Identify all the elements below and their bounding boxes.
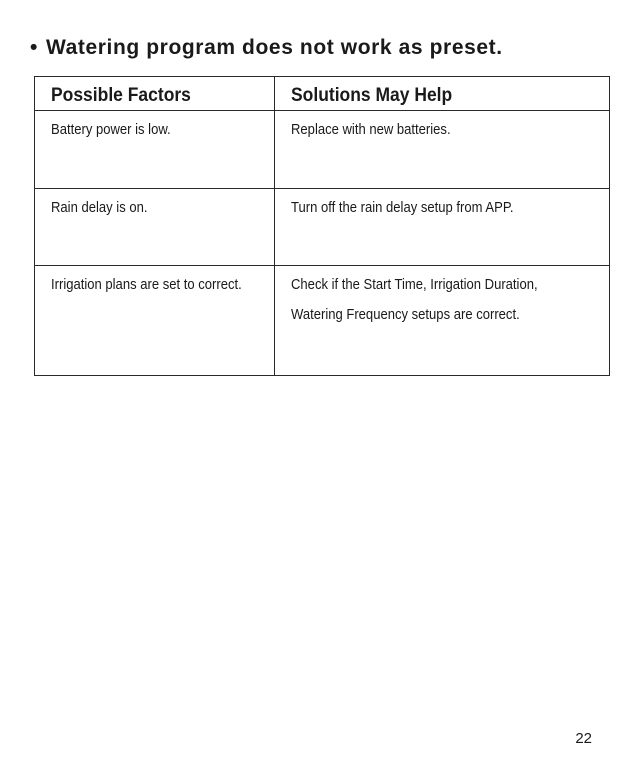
header-solutions: Solutions May Help [275, 77, 610, 111]
table-row [35, 111, 610, 189]
solution-text-line-1: Check if the Start Time, Irrigation Duration, [291, 277, 538, 293]
factor-cell [35, 111, 275, 189]
header-possible-factors: Possible Factors [35, 77, 275, 111]
solution-text-line-2: Watering Frequency setups are correct. [291, 307, 520, 323]
bullet-icon: • [30, 36, 38, 59]
solution-cell [275, 111, 610, 189]
solution-cell [275, 266, 610, 376]
factor-cell [35, 266, 275, 376]
troubleshooting-table [34, 76, 610, 376]
section-heading [30, 36, 503, 60]
solution-cell [275, 189, 610, 266]
factor-text: Battery power is low. [51, 122, 171, 138]
factor-cell [35, 189, 275, 266]
factor-text: Rain delay is on. [51, 200, 148, 216]
table-row [35, 266, 610, 376]
page-number: 22 [575, 730, 592, 747]
heading-text: Watering program does not work as preset. [45, 36, 503, 59]
table-header-row [35, 77, 610, 111]
factor-text: Irrigation plans are set to correct. [51, 277, 242, 293]
solution-text: Replace with new batteries. [291, 122, 451, 138]
table-row [35, 189, 610, 266]
solution-text: Turn off the rain delay setup from APP. [291, 200, 514, 216]
